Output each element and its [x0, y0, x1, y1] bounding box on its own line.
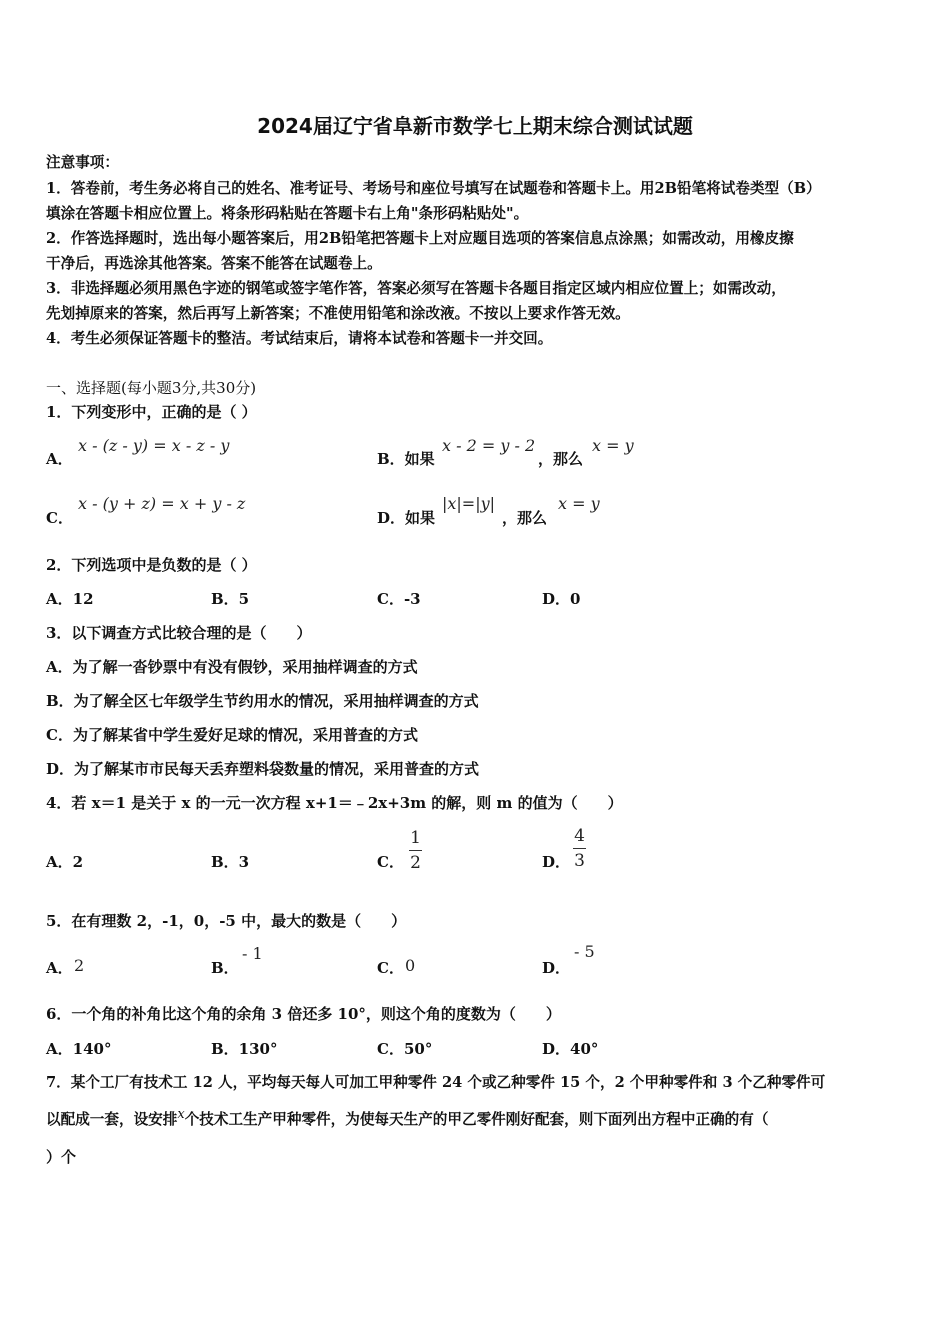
q1-option-d-label: D．如果 [377, 509, 436, 527]
q6-option-b: B．130° [211, 1040, 278, 1058]
q1-option-c-math: x - (y + z) = x + y - z [78, 494, 246, 513]
q5-option-b-label: B． [211, 959, 239, 977]
q1-option-d-math2: x = y [558, 494, 600, 513]
q5-option-d-value: - 5 [574, 942, 595, 961]
notice-line: 4．考生必须保证答题卡的整洁。考试结束后，请将本试卷和答题卡一并交回。 [46, 330, 553, 347]
q7-line2-post: 个技术工生产甲种零件，为使每天生产的甲乙零件刚好配套，则下面列出方程中正确的有（ [184, 1111, 769, 1128]
q1-option-d-math1: |x|=|y| [442, 494, 496, 513]
q6-option-c: C．50° [377, 1040, 433, 1058]
q4-option-c-label: C． [377, 853, 404, 871]
question-5-stem: 5．在有理数 2，-1，0，-5 中，最大的数是（ ） [46, 912, 407, 930]
q5-option-d-label: D． [542, 959, 571, 977]
q4-c-denominator: 2 [410, 853, 421, 873]
q2-option-c: C．-3 [377, 590, 421, 608]
q5-option-c-label: C． [377, 959, 404, 977]
q2-option-a: A．12 [46, 590, 94, 608]
q1-option-b-label: B．如果 [377, 450, 435, 468]
q1-option-b-mid: ，那么 [538, 450, 584, 468]
fraction-bar [409, 850, 422, 851]
fraction-bar [573, 848, 586, 849]
notice-line: 填涂在答题卡相应位置上。将条形码粘贴在答题卡右上角"条形码粘贴处"。 [46, 205, 529, 222]
q5-option-a-value: 2 [74, 956, 85, 975]
q6-option-d: D．40° [542, 1040, 599, 1058]
q5-option-c-value: 0 [405, 956, 416, 975]
q7-variable-x: x [177, 1107, 185, 1122]
q1-option-b-math2: x = y [592, 436, 634, 455]
q2-option-b: B．5 [211, 590, 250, 608]
q3-option-d: D．为了解某市市民每天丢弃塑料袋数量的情况，采用普查的方式 [46, 760, 480, 778]
question-4-stem: 4．若 x＝1 是关于 x 的一元一次方程 x+1＝﹣2x+3m 的解，则 m 的值为（ ） [46, 794, 623, 812]
q1-option-a-math: x - (z - y) = x - z - y [78, 436, 230, 455]
notice-line: 先划掉原来的答案，然后再写上新答案；不准使用铅笔和涂改液。不按以上要求作答无效。 [46, 305, 630, 322]
notice-line: 2．作答选择题时，选出每小题答案后，用2B铅笔把答题卡上对应题目选项的答案信息点涂黑；如需改动，用橡皮擦 [46, 230, 794, 247]
q1-option-d-mid: ，那么 [502, 509, 548, 527]
question-6-stem: 6．一个角的补角比这个角的余角 3 倍还多 10°，则这个角的度数为（ ） [46, 1005, 561, 1023]
q4-option-d-fraction [573, 826, 586, 871]
q3-option-a: A．为了解一沓钞票中有没有假钞，采用抽样调查的方式 [46, 658, 418, 676]
notice-line: 1．答卷前，考生务必将自己的姓名、准考证号、考场号和座位号填写在试题卷和答题卡上。用2B铅笔将试卷类型（B） [46, 180, 821, 197]
q3-option-c: C．为了解某省中学生爱好足球的情况，采用普查的方式 [46, 726, 418, 744]
q1-option-c-label: C． [46, 509, 73, 527]
q4-d-denominator: 3 [574, 851, 585, 871]
q1-option-b-math1: x - 2 = y - 2 [442, 436, 536, 455]
q4-option-b: B．3 [211, 853, 250, 871]
question-1-stem: 1．下列变形中，正确的是（ ） [46, 403, 257, 421]
notice-heading: 注意事项： [46, 154, 119, 171]
notice-line: 3．非选择题必须用黑色字迹的钢笔或签字笔作答，答案必须写在答题卡各题目指定区域内相应位置上；如需改动， [46, 280, 786, 297]
q7-line2-pre: 以配成一套，设安排 [46, 1111, 178, 1128]
q4-option-a: A．2 [46, 853, 84, 871]
q5-option-b-value: - 1 [242, 944, 263, 963]
section-heading: 一、选择题(每小题3分,共30分) [46, 379, 257, 397]
q1-option-a-label: A． [46, 450, 73, 468]
q4-option-c-fraction [409, 828, 422, 873]
q2-option-d: D．0 [542, 590, 581, 608]
question-2-stem: 2．下列选项中是负数的是（ ） [46, 556, 257, 574]
page-title: 2024届辽宁省阜新市数学七上期末综合测试试题 [257, 114, 693, 138]
question-7-line-2 [46, 1108, 768, 1129]
question-7-line-3: ）个 [46, 1148, 77, 1166]
q5-option-a-label: A． [46, 959, 73, 977]
notice-line: 干净后，再选涂其他答案。答案不能答在试题卷上。 [46, 255, 382, 272]
question-3-stem: 3．以下调查方式比较合理的是（ ） [46, 624, 312, 642]
q4-d-numerator: 4 [574, 826, 585, 846]
q4-c-numerator: 1 [410, 828, 421, 848]
q3-option-b: B．为了解全区七年级学生节约用水的情况，采用抽样调查的方式 [46, 692, 479, 710]
q6-option-a: A．140° [46, 1040, 112, 1058]
question-7-line-1: 7．某个工厂有技术工 12 人，平均每天每人可加工甲种零件 24 个或乙种零件 15 个，2 个甲种零件和 3 个乙种零件可 [46, 1074, 826, 1091]
q4-option-d-label: D． [542, 853, 571, 871]
